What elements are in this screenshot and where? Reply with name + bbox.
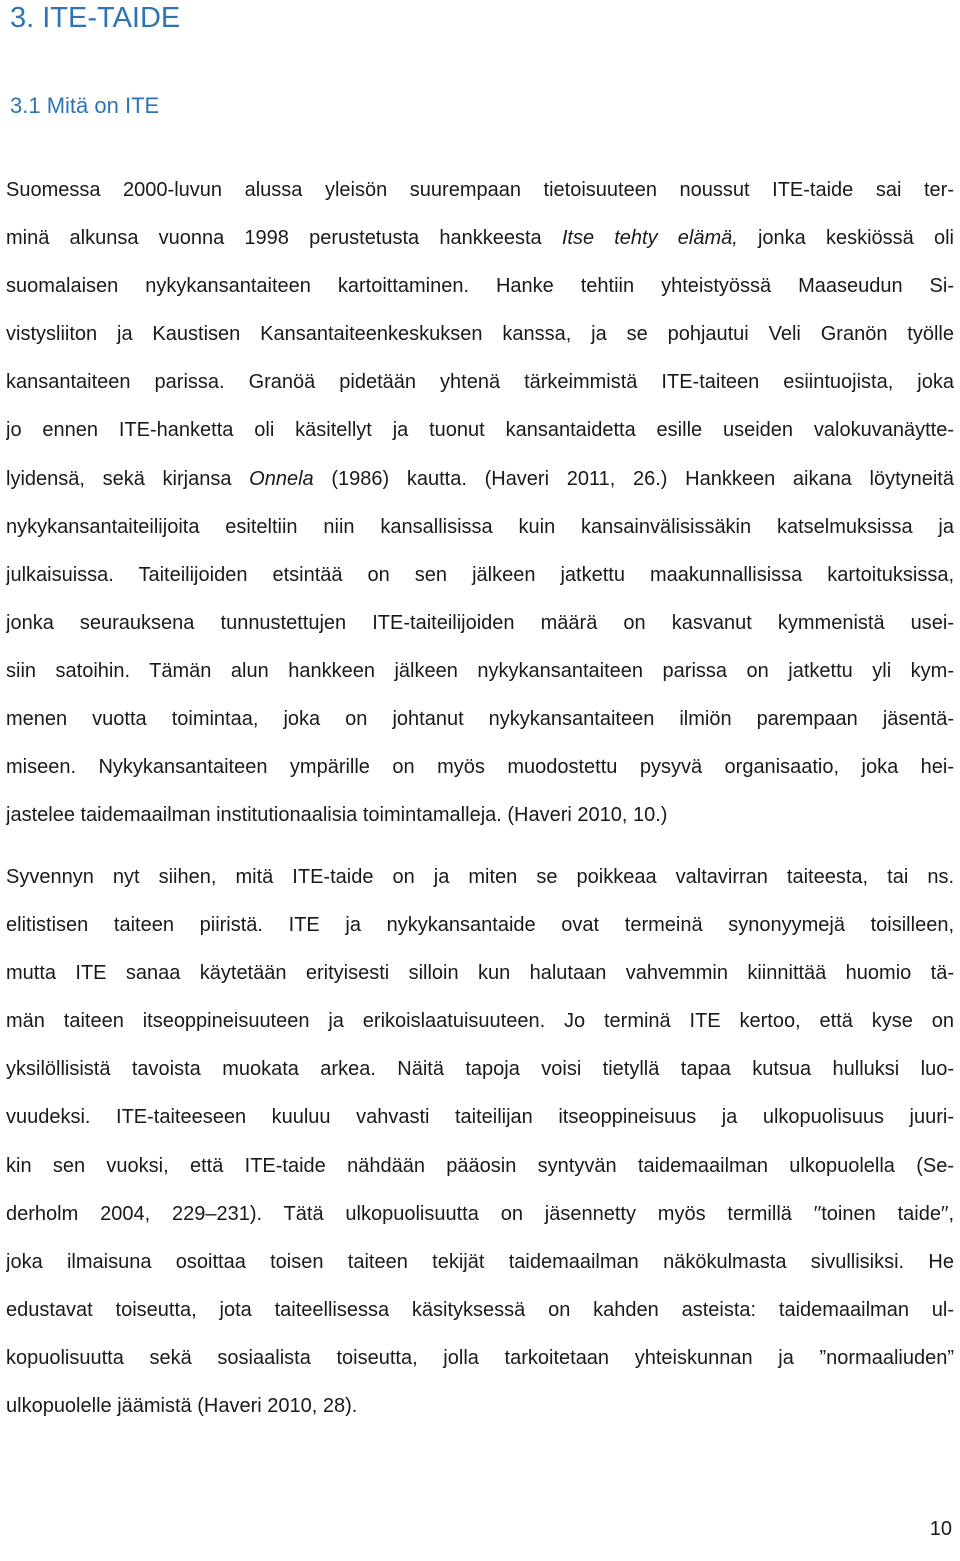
- paragraph-line: [6, 465, 954, 513]
- paragraph-line: yksilöllisistä tavoista muokata arkea. Näitä tapoja voisi tietyllä tapaa kutsua hulluksi luo-: [6, 1058, 954, 1081]
- paragraph-line: vuudeksi. ITE-taiteeseen kuuluu vahvasti taiteilijan itseoppineisuus ja ulkopuolisuus juuri-: [6, 1106, 954, 1129]
- section-heading: 3.1 Mitä on ITE: [10, 93, 160, 118]
- italic-title: Itse tehty elämä,: [561, 227, 738, 250]
- paragraph-line: kin sen vuoksi, että ITE-taide nähdään pääosin syntyvän taidemaailman ulkopuolella (Se-: [6, 1154, 954, 1177]
- paragraph-line: kopuolisuutta sekä sosiaalista toiseutta, jolla tarkoitetaan yhteiskunnan ja ”normaaliuden”: [6, 1346, 954, 1369]
- paragraph-line: jastelee taidemaailman institutionaalisia toimintamalleja. (Haveri 2010, 10.): [6, 804, 668, 827]
- paragraph-line: joka ilmaisuna osoittaa toisen taiteen tekijät taidemaailman näkökulmasta sivullisiksi. He: [6, 1250, 954, 1273]
- paragraph-2: [6, 863, 954, 1440]
- paragraph-line: kansantaiteen parissa. Granöä pidetään yhtenä tärkeimmistä ITE-taiteen esiintuojista, joka: [6, 371, 954, 394]
- paragraph-line: jo ennen ITE-hanketta oli käsitellyt ja tuonut kansantaidetta esille useiden valokuvanäytte-: [6, 419, 954, 442]
- paragraph-line: jonka seurauksena tunnustettujen ITE-taiteilijoiden määrä on kasvanut kymmenistä usei-: [6, 611, 954, 634]
- paragraph-line: [6, 224, 954, 272]
- paragraph-line: suomalaisen nykykansantaiteen kartoittaminen. Hanke tehtiin yhteistyössä Maaseudun Si-: [6, 275, 954, 298]
- paragraph-line: män taiteen itseoppineisuuteen ja erikoislaatuisuuteen. Jo terminä ITE kertoo, että kyse on: [6, 1010, 954, 1033]
- paragraph-line: menen vuotta toimintaa, joka on johtanut nykykansantaiteen ilmiön parempaan jäsentä-: [6, 708, 954, 731]
- text-run: lyidensä, sekä kirjansa: [6, 467, 250, 490]
- text-run: (1986) kautta. (Haveri 2011, 26.) Hankkeen aikana löytyneitä: [313, 467, 954, 490]
- page-number: 10: [929, 1518, 952, 1540]
- paragraph-line: edustavat toiseutta, jota taiteellisessa käsityksessä on kahden asteista: taidemaailman ul-: [6, 1298, 954, 1321]
- paragraph-line: vistysliiton ja Kaustisen Kansantaiteenkeskuksen kanssa, ja se pohjautui Veli Granön työlle: [6, 323, 954, 346]
- paragraph-line: miseen. Nykykansantaiteen ympärille on myös muodostettu pysyvä organisaatio, joka hei-: [6, 756, 954, 779]
- text-run: minä alkunsa vuonna 1998 perustetusta hankkeesta: [6, 227, 562, 250]
- paragraph-line: derholm 2004, 229–231). Tätä ulkopuolisuutta on jäsennetty myös termillä ′′toinen taide′′,: [6, 1202, 954, 1225]
- chapter-heading: 3. ITE-TAIDE: [10, 2, 181, 34]
- paragraph-1: [6, 176, 954, 849]
- paragraph-line: nykykansantaiteilijoita esiteltiin niin kansallisissa kuin kansainvälisissäkin katselmuksissa ja: [6, 515, 954, 538]
- paragraph-line: Syvennyn nyt siihen, mitä ITE-taide on ja miten se poikkeaa valtavirran taiteesta, tai ns.: [6, 866, 954, 888]
- text-run: jonka keskiössä oli: [737, 227, 954, 250]
- paragraph-line: siin satoihin. Tämän alun hankkeen jälkeen nykykansantaiteen parissa on jatkettu yli kym-: [6, 659, 954, 682]
- italic-title: Onnela: [249, 467, 314, 490]
- paragraph-line: julkaisuissa. Taiteilijoiden etsintää on sen jälkeen jatkettu maakunnallisissa kartoituksissa,: [6, 563, 954, 586]
- paragraph-line: elitistisen taiteen piiristä. ITE ja nykykansantaide ovat termeinä synonyymejä toisilleen,: [6, 914, 954, 937]
- paragraph-line: Suomessa 2000-luvun alussa yleisön suurempaan tietoisuuteen noussut ITE-taide sai ter-: [6, 179, 954, 201]
- paragraph-line: mutta ITE sanaa käytetään erityisesti silloin kun halutaan vahvemmin kiinnittää huomio tä-: [6, 962, 954, 985]
- paragraph-line: ulkopuolelle jäämistä (Haveri 2010, 28).: [6, 1395, 358, 1418]
